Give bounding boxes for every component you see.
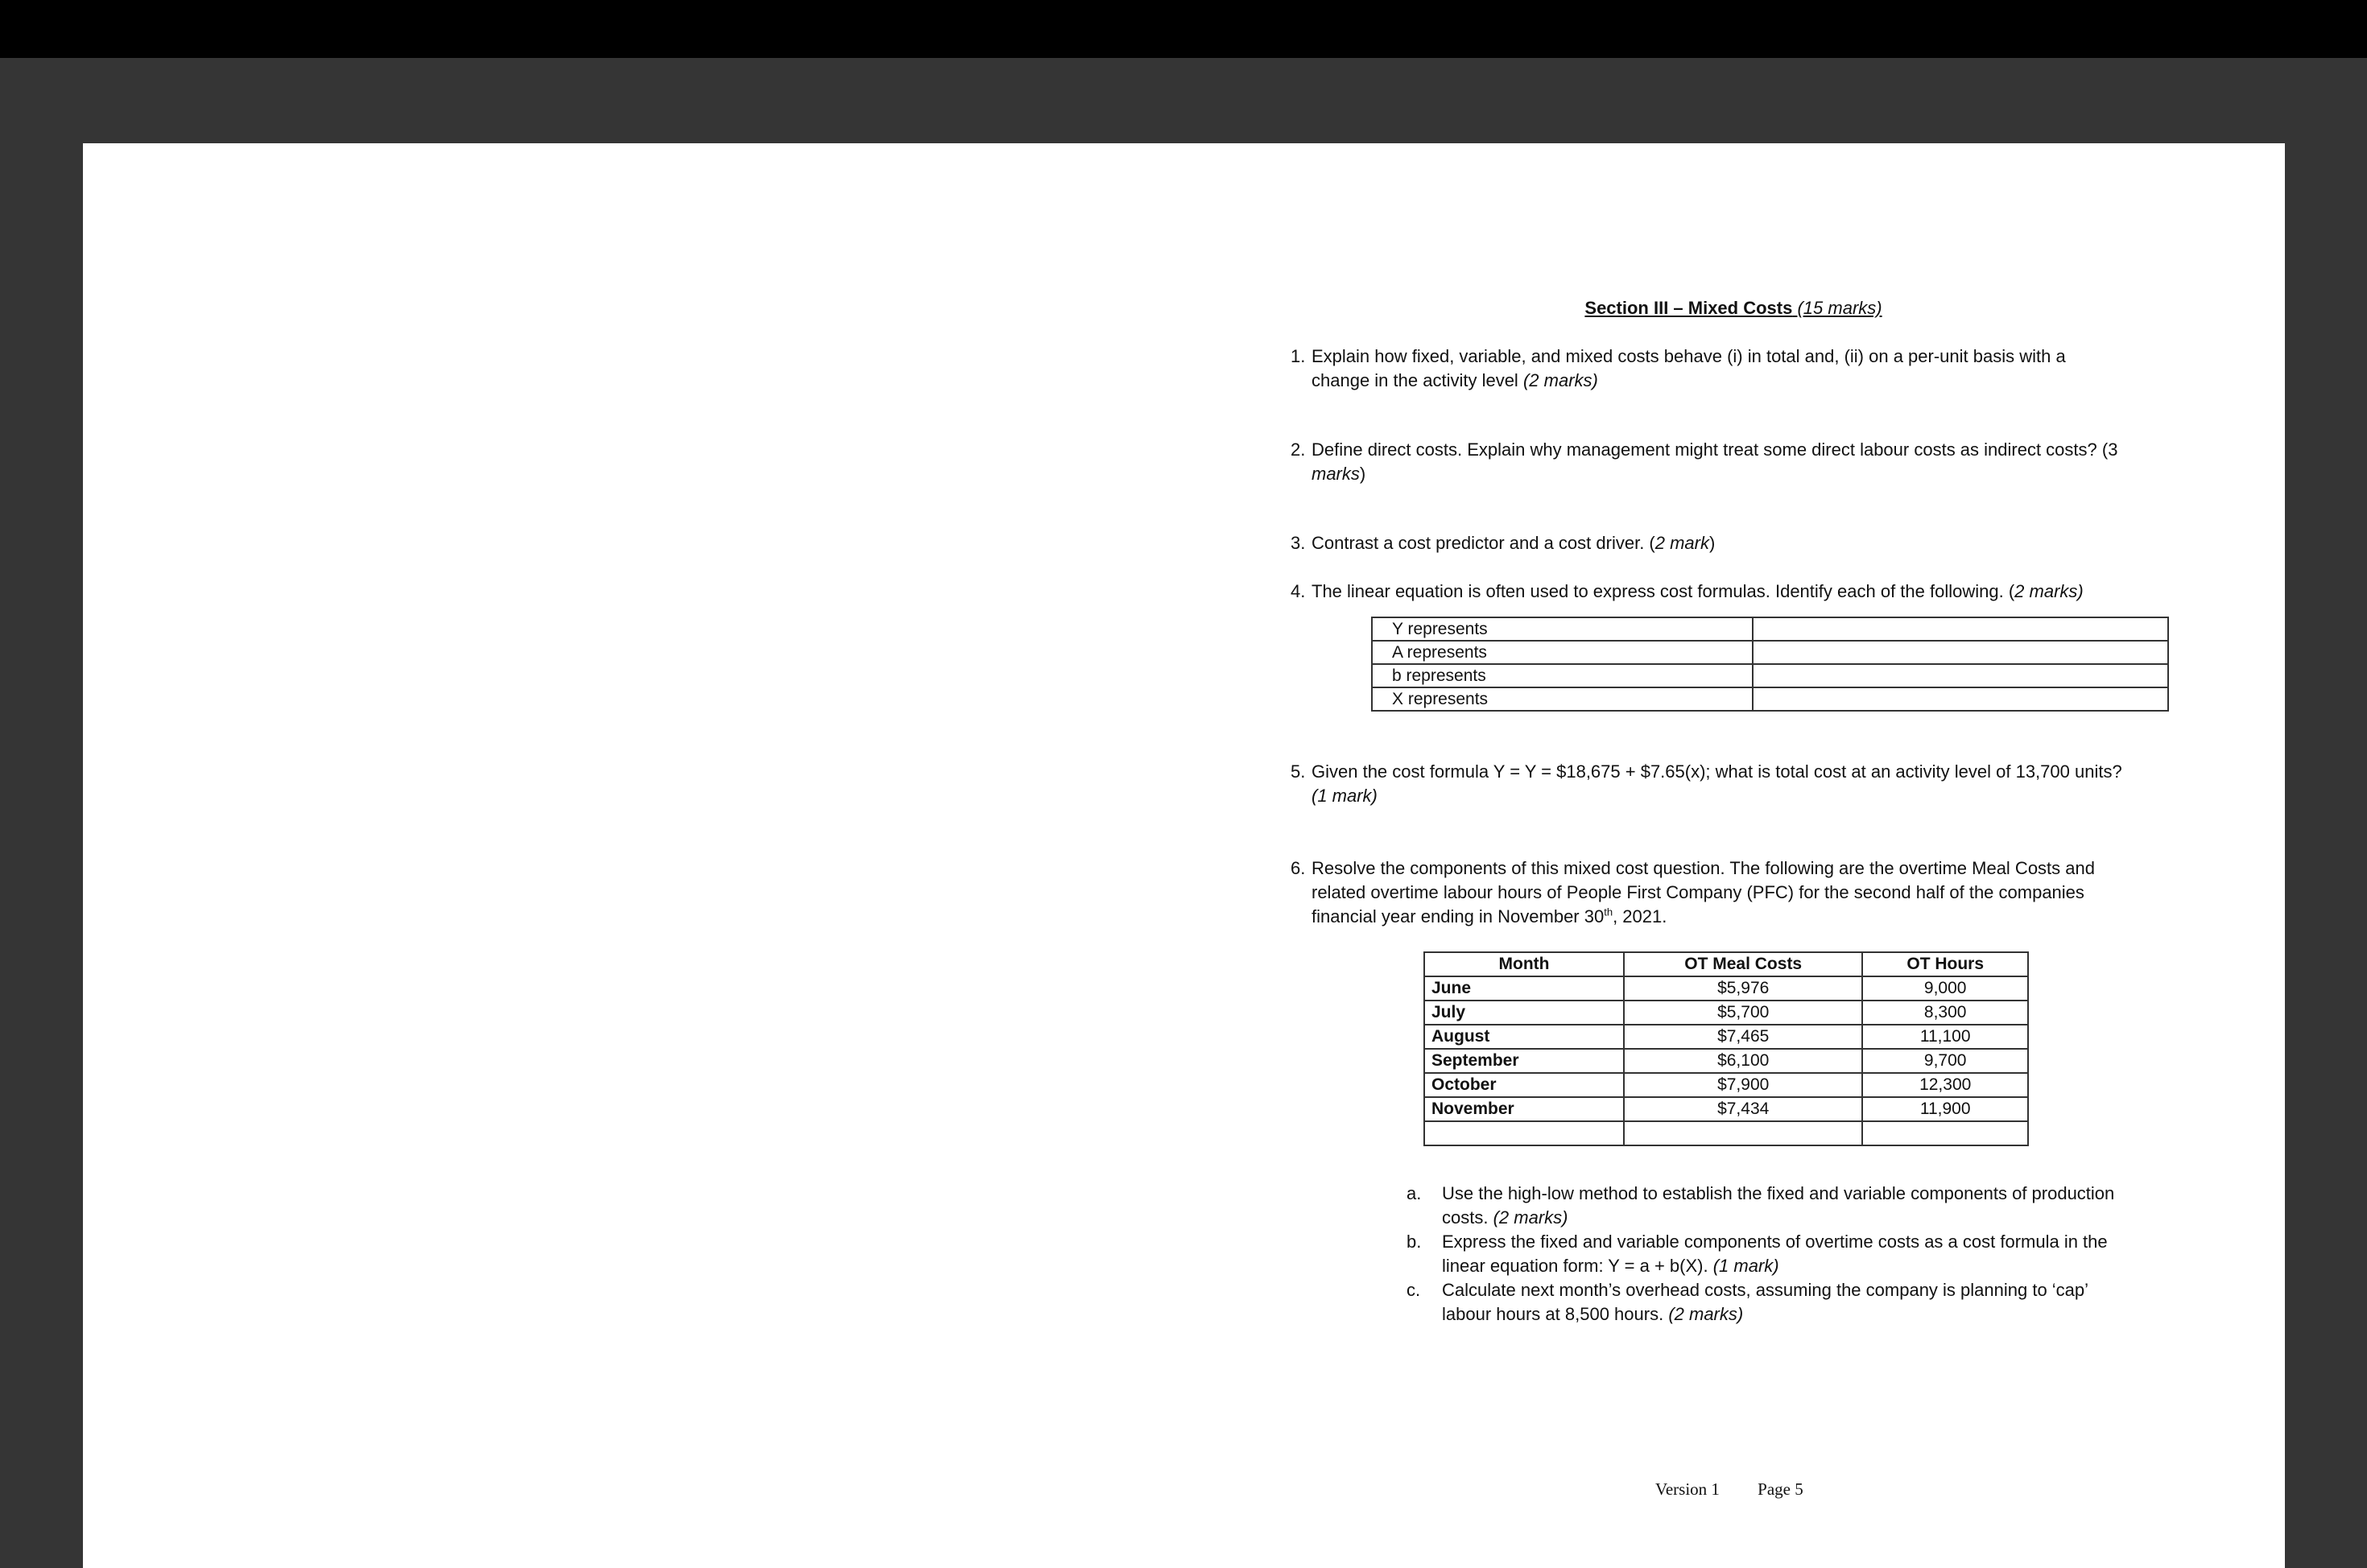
question-text: Define direct costs. Explain why management might treat some direct labour costs as indirect costs? (3: [1312, 439, 2118, 460]
question-marks: 2 mark: [1654, 533, 1709, 553]
cell-hours: 8,300: [1862, 1001, 2028, 1025]
cell-hours: 12,300: [1862, 1073, 2028, 1097]
question-text-tail: , 2021.: [1613, 906, 1667, 926]
table-row: [1372, 664, 2168, 687]
table-header-row: [1424, 952, 2028, 976]
table-cell-label: X represents: [1372, 687, 1753, 711]
question-text: Contrast a cost predictor and a cost driver. (: [1312, 533, 1655, 553]
table-cell-answer[interactable]: [1753, 664, 2168, 687]
question-text: The linear equation is often used to express cost formulas. Identify each of the following. (: [1312, 581, 2015, 601]
cell-empty: [1862, 1121, 2028, 1145]
subpart-text: Use the high-low method to establish the fixed and variable components of production costs.: [1442, 1183, 2115, 1228]
table-row: [1424, 1001, 2028, 1025]
question-number: 6.: [1291, 858, 1306, 878]
table-cell-label: Y represents: [1372, 617, 1753, 641]
subpart-label: c.: [1407, 1280, 1421, 1300]
table-row: [1372, 641, 2168, 664]
subpart-c: [1407, 1278, 2128, 1327]
question-text: Explain how fixed, variable, and mixed costs behave (i) in total and, (ii) on a per-unit basis with a change in the activity level: [1312, 346, 2066, 390]
footer-page-number: Page 5: [1758, 1479, 1803, 1499]
footer-version: Version 1: [1655, 1479, 1720, 1499]
question-2: 2. Define direct costs. Explain why management might treat some direct labour costs as indirect costs? (3 marks): [1291, 439, 2118, 484]
question-4: [1291, 580, 2128, 604]
top-toolbar: [0, 0, 2367, 58]
subpart-marks: (2 marks): [1493, 1207, 1568, 1228]
section-title: [1339, 296, 2128, 320]
table-cell-label: b represents: [1372, 664, 1753, 687]
question-number: 3.: [1291, 533, 1306, 553]
cell-month: August: [1424, 1025, 1624, 1049]
subpart-a: [1407, 1182, 2128, 1230]
table-row: [1424, 1025, 2028, 1049]
table-cell-answer[interactable]: [1753, 641, 2168, 664]
question-3: 3. Contrast a cost predictor and a cost driver. (2 mark): [1291, 531, 2128, 555]
column-header-month: Month: [1424, 952, 1624, 976]
question-marks: 2 marks): [2014, 581, 2084, 601]
cell-hours: 11,900: [1862, 1097, 2028, 1121]
page-right: [1166, 143, 2285, 1568]
column-header-hours: OT Hours: [1862, 952, 2028, 976]
subpart-marks: (1 mark): [1712, 1256, 1779, 1276]
table-cell-answer[interactable]: [1753, 687, 2168, 711]
table-cell-label: A represents: [1372, 641, 1753, 664]
column-header-meal-costs: OT Meal Costs: [1624, 952, 1862, 976]
cell-meal-cost: $7,465: [1624, 1025, 1862, 1049]
subpart-text: Calculate next month’s overhead costs, assuming the company is planning to ‘cap’ labour hours at 8,500 hours.: [1442, 1280, 2088, 1324]
table-row: [1372, 617, 2168, 641]
table-row: [1424, 1097, 2028, 1121]
cell-month: July: [1424, 1001, 1624, 1025]
question-marks: (2 marks): [1522, 370, 1598, 390]
question-number: 4.: [1291, 581, 1306, 601]
cell-hours: 9,700: [1862, 1049, 2028, 1073]
subpart-b: [1407, 1230, 2128, 1278]
table-row: [1372, 687, 2168, 711]
cell-month: June: [1424, 976, 1624, 1001]
ordinal-suffix: th: [1604, 906, 1613, 918]
page-left-blank: [83, 143, 1166, 1568]
question-number: 2.: [1291, 439, 1306, 460]
question-6: [1291, 856, 2128, 929]
cell-meal-cost: $6,100: [1624, 1049, 1862, 1073]
question-5: [1291, 760, 2128, 808]
linear-equation-table: [1371, 617, 2169, 712]
table-row: [1424, 1073, 2028, 1097]
cell-meal-cost: $7,900: [1624, 1073, 1862, 1097]
cell-meal-cost: $5,976: [1624, 976, 1862, 1001]
page-footer: [1655, 1479, 1837, 1500]
question-number: 5.: [1291, 761, 1306, 782]
subpart-label: a.: [1407, 1183, 1422, 1203]
question-1: [1291, 345, 2128, 393]
cell-hours: 9,000: [1862, 976, 2028, 1001]
cell-meal-cost: $5,700: [1624, 1001, 1862, 1025]
cell-month: September: [1424, 1049, 1624, 1073]
subpart-text: Express the fixed and variable components of overtime costs as a cost formula in the linear equation form: Y = a + b(X).: [1442, 1232, 2108, 1276]
cell-meal-cost: $7,434: [1624, 1097, 1862, 1121]
section-marks: (15 marks): [1797, 298, 1882, 318]
question-text: Given the cost formula Y = Y = $18,675 + $7.65(x); what is total cost at an activity level of 13,700 units?: [1312, 761, 2122, 782]
question-number: 1.: [1291, 346, 1306, 366]
document-viewer[interactable]: [0, 58, 2367, 1539]
table-row-empty: [1424, 1121, 2028, 1145]
cell-month: October: [1424, 1073, 1624, 1097]
question-marks: (1 mark): [1312, 786, 1378, 806]
question-text: Resolve the components of this mixed cost question. The following are the overtime Meal Costs and related overtime labour hours of People First Company (PFC) for the second half of the companies financial year ending in November 30: [1312, 858, 2095, 926]
subpart-marks: (2 marks): [1668, 1304, 1744, 1324]
table-row: [1424, 1049, 2028, 1073]
cell-hours: 11,100: [1862, 1025, 2028, 1049]
cell-empty: [1424, 1121, 1624, 1145]
question-marks: marks: [1312, 464, 1360, 484]
subpart-label: b.: [1407, 1232, 1422, 1252]
cell-month: November: [1424, 1097, 1624, 1121]
overtime-cost-table: [1423, 951, 2029, 1146]
cell-empty: [1624, 1121, 1862, 1145]
section-title-text: Section III – Mixed Costs: [1584, 298, 1793, 318]
table-cell-answer[interactable]: [1753, 617, 2168, 641]
table-row: [1424, 976, 2028, 1001]
page-content: [1291, 296, 2128, 1327]
